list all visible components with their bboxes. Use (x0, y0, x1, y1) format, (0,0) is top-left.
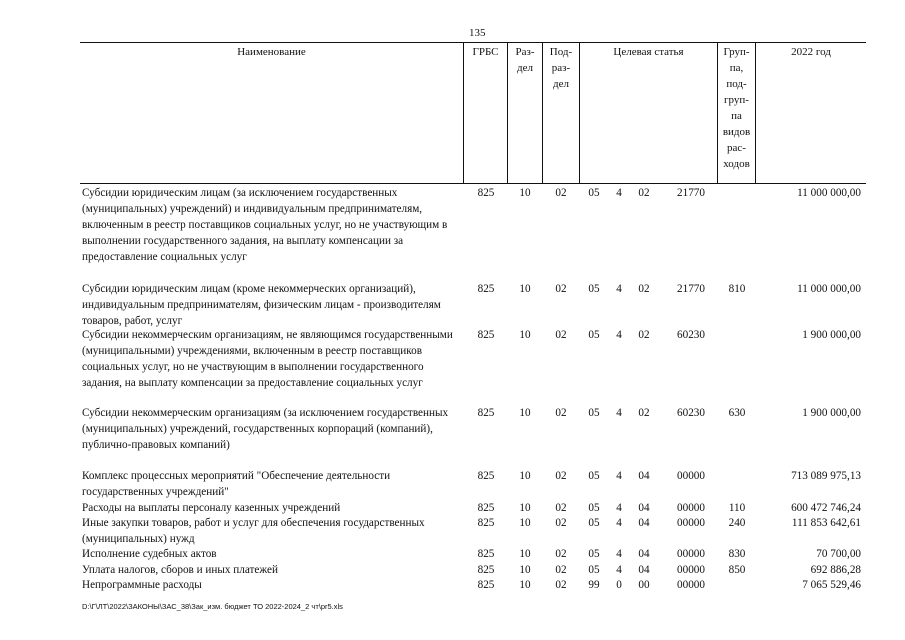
row-target-code: 00000 (677, 502, 705, 514)
row-subsection: 02 (555, 407, 567, 419)
header-expense-group: Груп- па, под- груп- па видов рас- ходов (722, 46, 751, 170)
row-amount: 111 853 642,61 (791, 517, 861, 529)
row-grbs: 825 (477, 470, 495, 482)
file-path-footer: D:\Г\ЛТ\2022\ЗАКОНЫ\ЗАС_38\Зак_изм. бюджет ТО 2022-2024_2 чт\pr5.xls (82, 602, 343, 611)
row-name: Уплата налогов, сборов и иных платежей (82, 564, 278, 576)
row-section: 10 (519, 564, 531, 576)
row-target-code: 00000 (677, 548, 705, 560)
row-amount: 1 900 000,00 (802, 329, 861, 341)
row-name: Субсидии юридическим лицам (кроме некоммерческих организаций), индивидуальным предпринимателям, физическим лицам - производителям товаров, работ, услуг (82, 283, 441, 327)
table-top-border (80, 42, 866, 43)
row-target-program: 99 (588, 579, 600, 591)
row-amount: 692 886,28 (810, 564, 861, 576)
row-target-subprogram: 04 (638, 502, 650, 514)
row-name: Комплекс процессных мероприятий "Обеспечение деятельности государственных учреждений" (82, 470, 391, 498)
header-grbs: ГРБС (472, 46, 499, 58)
row-target-type: 4 (616, 283, 622, 295)
row-target-program: 05 (588, 283, 600, 295)
row-target-code: 00000 (677, 579, 705, 591)
row-target-program: 05 (588, 564, 600, 576)
row-target-type: 4 (616, 470, 622, 482)
row-amount: 70 700,00 (816, 548, 861, 560)
row-target-program: 05 (588, 187, 600, 199)
row-target-code: 60230 (677, 329, 705, 341)
row-subsection: 02 (555, 329, 567, 341)
row-name: Субсидии некоммерческим организациям, не являющимся государственными (муниципальными) учреждениями, включенным в реестр поставщиков социальных услуг, но не участвующим в выполнении государственного задания, на выплату компенсации за предоставление социальных услуг (82, 329, 453, 389)
row-target-type: 4 (616, 329, 622, 341)
row-target-type: 4 (616, 548, 622, 560)
row-name: Иные закупки товаров, работ и услуг для обеспечения государственных (муниципальных) нужд (82, 517, 425, 545)
row-target-code: 21770 (677, 187, 705, 199)
header-section: Раз- дел (515, 46, 535, 74)
row-target-subprogram: 02 (638, 329, 650, 341)
row-target-program: 05 (588, 502, 600, 514)
header-subsection: Под- раз- дел (549, 46, 573, 90)
row-grbs: 825 (477, 517, 495, 529)
row-target-subprogram: 00 (638, 579, 650, 591)
row-group: 240 (728, 517, 746, 529)
row-group: 810 (728, 283, 746, 295)
row-section: 10 (519, 548, 531, 560)
row-group: 850 (728, 564, 746, 576)
row-target-subprogram: 04 (638, 470, 650, 482)
row-target-program: 05 (588, 470, 600, 482)
row-amount: 11 000 000,00 (797, 187, 861, 199)
row-section: 10 (519, 407, 531, 419)
row-target-type: 4 (616, 564, 622, 576)
row-target-type: 4 (616, 502, 622, 514)
row-subsection: 02 (555, 187, 567, 199)
row-target-type: 4 (616, 187, 622, 199)
row-grbs: 825 (477, 502, 495, 514)
row-section: 10 (519, 283, 531, 295)
row-group: 830 (728, 548, 746, 560)
row-target-code: 21770 (677, 283, 705, 295)
row-grbs: 825 (477, 407, 495, 419)
row-name: Расходы на выплаты персоналу казенных учреждений (82, 502, 341, 514)
row-section: 10 (519, 517, 531, 529)
row-target-subprogram: 04 (638, 564, 650, 576)
row-section: 10 (519, 470, 531, 482)
row-target-code: 00000 (677, 564, 705, 576)
row-target-subprogram: 04 (638, 548, 650, 560)
page-number: 135 (469, 27, 486, 39)
row-name: Субсидии юридическим лицам (за исключением государственных (муниципальных) учреждений) и индивидуальным предпринимателям, включенным в реестр поставщиков социальных услуг, но не участвующим в выполнении государственного задания, на выплату компенсации за предоставление социальных услуг (82, 187, 448, 263)
header-name: Наименование (237, 46, 306, 58)
row-subsection: 02 (555, 548, 567, 560)
row-section: 10 (519, 187, 531, 199)
row-amount: 1 900 000,00 (802, 407, 861, 419)
row-target-subprogram: 02 (638, 283, 650, 295)
row-target-code: 00000 (677, 470, 705, 482)
row-amount: 600 472 746,24 (791, 502, 861, 514)
row-amount: 11 000 000,00 (797, 283, 861, 295)
row-grbs: 825 (477, 187, 495, 199)
row-grbs: 825 (477, 283, 495, 295)
row-target-program: 05 (588, 407, 600, 419)
row-section: 10 (519, 502, 531, 514)
row-target-code: 00000 (677, 517, 705, 529)
row-name: Субсидии некоммерческим организациям (за исключением государственных (муниципальных) учреждений, государственных корпораций (компаний), публично-правовых компаний) (82, 407, 449, 451)
row-target-type: 4 (616, 407, 622, 419)
divider (755, 42, 756, 184)
header-bottom-border (80, 183, 866, 184)
row-grbs: 825 (477, 579, 495, 591)
row-subsection: 02 (555, 283, 567, 295)
row-subsection: 02 (555, 579, 567, 591)
row-subsection: 02 (555, 564, 567, 576)
row-name: Исполнение судебных актов (82, 548, 217, 560)
row-name: Непрограммные расходы (82, 579, 202, 591)
row-grbs: 825 (477, 548, 495, 560)
divider (463, 42, 464, 184)
row-target-program: 05 (588, 329, 600, 341)
row-section: 10 (519, 329, 531, 341)
row-group: 630 (728, 407, 746, 419)
row-target-type: 0 (616, 579, 622, 591)
row-grbs: 825 (477, 329, 495, 341)
row-target-subprogram: 02 (638, 187, 650, 199)
row-target-type: 4 (616, 517, 622, 529)
row-target-subprogram: 02 (638, 407, 650, 419)
row-section: 10 (519, 579, 531, 591)
row-grbs: 825 (477, 564, 495, 576)
row-target-subprogram: 04 (638, 517, 650, 529)
header-year: 2022 год (791, 46, 831, 58)
row-subsection: 02 (555, 470, 567, 482)
row-target-program: 05 (588, 517, 600, 529)
row-target-program: 05 (588, 548, 600, 560)
divider (579, 42, 580, 184)
row-subsection: 02 (555, 502, 567, 514)
row-amount: 713 089 975,13 (791, 470, 861, 482)
row-target-code: 60230 (677, 407, 705, 419)
row-subsection: 02 (555, 517, 567, 529)
row-group: 110 (728, 502, 746, 514)
row-amount: 7 065 529,46 (802, 579, 861, 591)
header-target-article: Целевая статья (613, 46, 684, 58)
